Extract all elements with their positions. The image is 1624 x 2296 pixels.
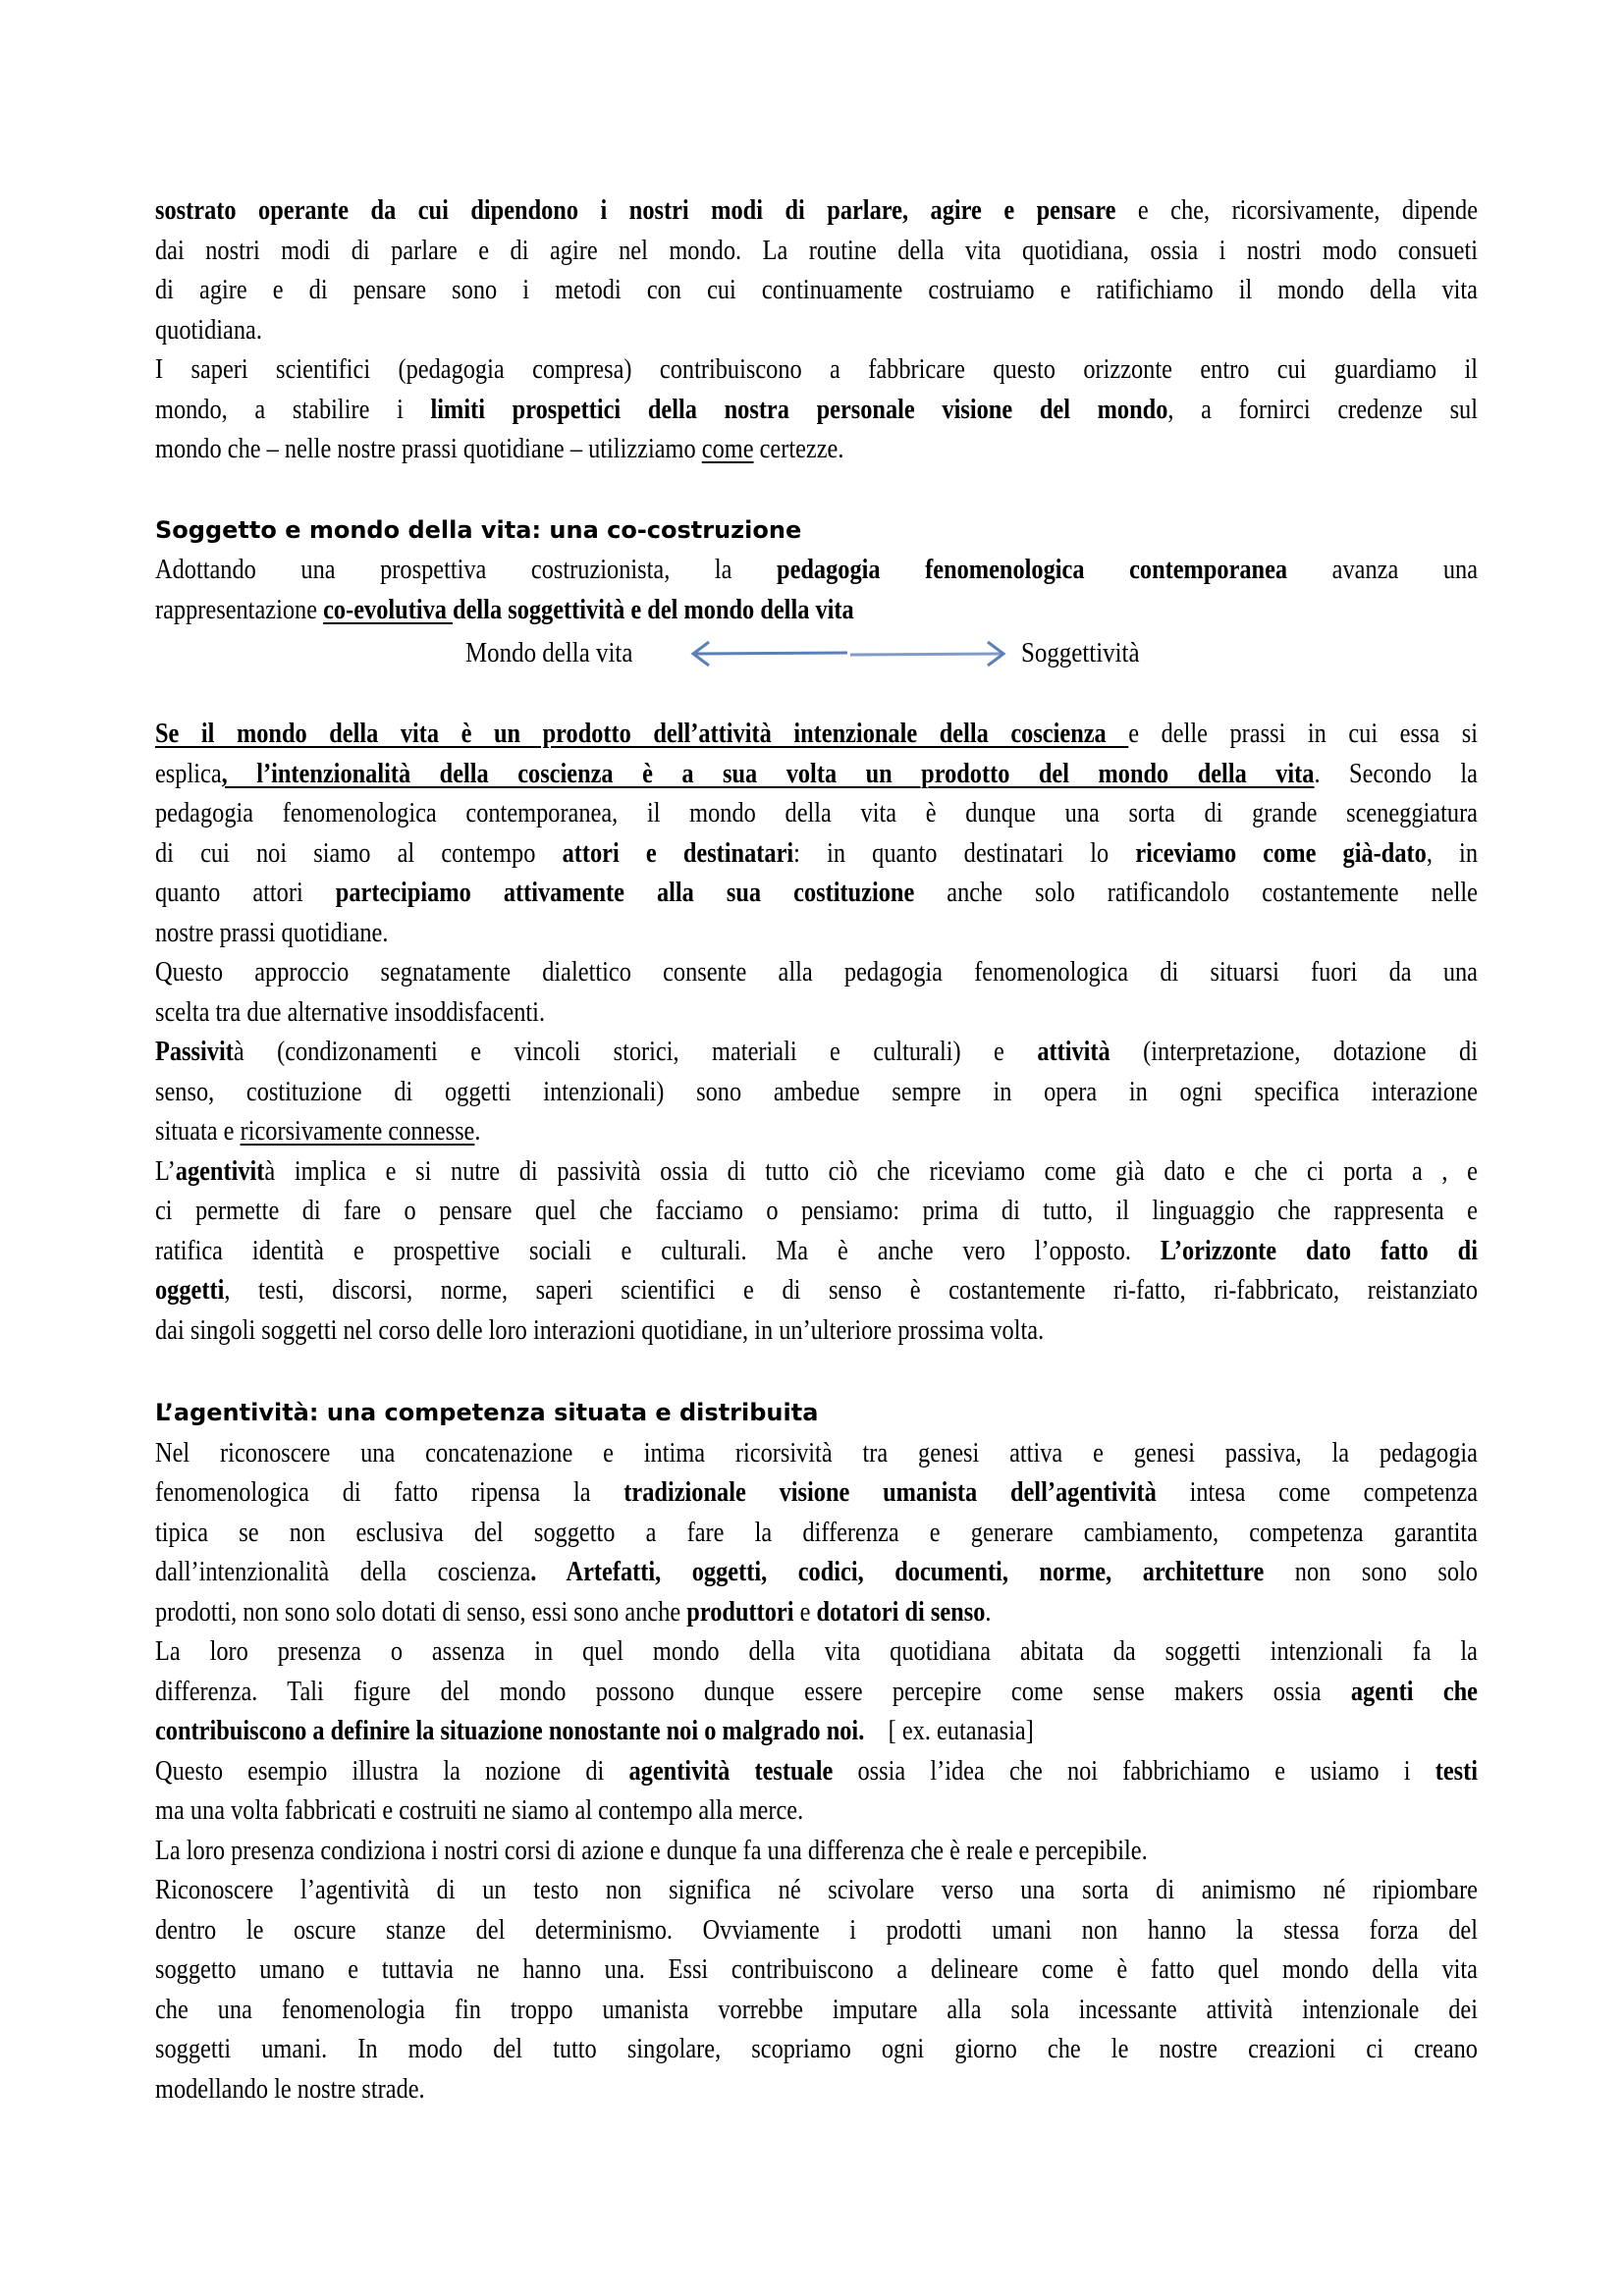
bold-underlined-text: , l’intenzionalità della coscienza è a sua volta un prodotto del mondo della vita [221,757,1315,789]
section-agentivita-body [155,1433,1478,2109]
text-line-content [155,1433,1478,1473]
text-run: . [985,1595,992,1628]
section-co-costruzione-body [155,714,1478,1350]
text-run: che una fenomenologia fin troppo umanista vorrebbe imputare alla sola incessante attività intenzionale dei [155,1993,1479,2025]
text-line [155,1949,1478,1990]
text-line-content [155,1949,1478,1990]
text-line-content [155,1151,1478,1192]
text-run: [ ex. eutanasia] [864,1715,1034,1746]
text-line [155,550,1478,590]
bold-text: della soggettività e del mondo della vita [453,593,854,625]
text-run: e delle prassi in cui essa si [1128,718,1479,749]
diagram-label-soggettivita: Soggettività [1021,637,1140,668]
text-line [155,1790,1478,1831]
text-line [155,1032,1478,1072]
text-line-content [155,913,388,953]
text-run: nostre prassi quotidiane. [155,916,389,948]
text-run: dentro le oscure stanze del determinismo. Ovviamente i prodotti umani non hanno la stessa forza del [155,1913,1479,1946]
text-run: mondo, a stabilire i [155,393,431,425]
document-page [155,190,1478,2109]
text-run: dai singoli soggetti nel corso delle loro interazioni quotidiane, in un’ulteriore prossima volta. [155,1313,1045,1346]
bold-text: agenti che [1350,1675,1478,1707]
text-run: ci permette di fare o pensare quel che facciamo o pensiamo: prima di tutto, il linguaggio che rappresenta e [155,1195,1479,1226]
text-run: La loro presenza o assenza in quel mondo della vita quotidiana abitata da soggetti intenzionali fa la [155,1635,1479,1667]
text-line [155,1111,1478,1151]
text-run: situata e [155,1115,241,1147]
text-line [155,1631,1478,1672]
text-line [155,1672,1478,1712]
text-line-content [155,1072,1478,1112]
underlined-text: ricorsivamente connesse [240,1115,475,1147]
text-line [155,913,1478,953]
text-run: , a fornirci credenze sul [1167,393,1479,425]
text-line-content [155,231,1478,271]
text-line-content [155,2069,425,2109]
paragraph [155,190,1478,349]
paragraph [155,952,1478,1032]
paragraph [155,1831,1478,1871]
text-run: Questo esempio illustra la nozione di [155,1754,629,1787]
text-line-content [155,190,1478,231]
text-run: di cui noi siamo al contempo [155,836,563,869]
text-line-content [155,833,1478,874]
text-line-content [155,390,1478,430]
paragraph [155,1870,1478,2109]
text-line [155,1513,1478,1553]
bold-text: attori e destinatari [562,836,794,869]
text-line [155,349,1478,390]
text-line-content [155,1472,1478,1513]
text-line [155,310,1478,350]
text-run: quanto attori [155,877,336,908]
text-run: fenomenologica di fatto ripensa la [155,1476,624,1508]
text-run: Questo approccio segnatamente dialettico consente alla pedagogia fenomenologica di situarsi fuori da una [155,956,1479,988]
text-line [155,952,1478,992]
text-run: ratifica identità e prospettive sociali e culturali. Ma è anche vero l’opposto. [155,1234,1161,1266]
text-run: intesa come competenza [1156,1476,1479,1508]
text-line-content [155,1592,991,1632]
text-run: . [474,1115,481,1147]
text-run: I saperi scientifici (pedagogia compresa) contribuiscono a fabbricare questo orizzonte entro cui guardiamo il [155,353,1478,385]
section-intro [155,190,1478,469]
text-run: ossia l’idea che noi fabbrichiamo e usiamo i [833,1754,1435,1787]
text-run: senso, costituzione di oggetti intenzionali) sono ambedue sempre in opera in ogni specifica interazione [155,1075,1478,1107]
text-run: non sono solo [1264,1556,1478,1587]
bold-text: oggetti [155,1274,225,1306]
text-line [155,270,1478,310]
text-line [155,590,1478,630]
text-line [155,429,1478,469]
text-line-content [155,754,1478,794]
text-run: La loro presenza condiziona i nostri corsi di azione e dunque fa una differenza che è reale e percepibile. [155,1834,1148,1866]
text-line-content [155,1111,480,1151]
text-line [155,833,1478,874]
text-line-content [155,310,262,350]
text-run: soggetti umani. In modo del tutto singolare, scopriamo ogni giorno che le nostre creazioni ci creano [155,2033,1478,2064]
text-run: rappresentazione [155,593,324,625]
text-line [155,1910,1478,1950]
text-line-content [155,1191,1478,1231]
bold-text: limiti prospettici della nostra personale visione del mondo [430,393,1168,425]
text-line-content [155,2029,1478,2069]
text-run: differenza. Tali figure del mondo possono dunque essere percepire come sense makers ossia [155,1675,1351,1707]
text-line [155,1552,1478,1592]
bold-text: Passivit [155,1036,234,1067]
bold-text: dotatori di senso [816,1595,986,1628]
text-line [155,1990,1478,2030]
bold-text: L’orizzonte dato fatto di [1160,1234,1478,1266]
text-run: modellando le nostre strade. [155,2072,425,2105]
text-run: e [793,1595,817,1628]
text-line-content [155,1711,1034,1751]
text-line [155,231,1478,271]
text-line-content [155,1672,1478,1712]
text-line [155,1191,1478,1231]
text-line [155,1270,1478,1310]
bold-text: agentivit [175,1154,265,1187]
text-line-content [155,952,1478,992]
text-run: , in [1426,836,1479,869]
text-line-content [155,1310,1044,1351]
text-line [155,1151,1478,1192]
text-line [155,1751,1478,1791]
text-run: quotidiana. [155,313,262,346]
text-line-content [155,1990,1478,2030]
bold-text: agentività testuale [628,1754,834,1787]
double-arrow-icon [685,637,1019,670]
text-line-content [155,873,1478,913]
diagram-label-mondo: Mondo della vita [465,637,633,668]
paragraph [155,1751,1478,1831]
text-line-content [155,992,545,1033]
paragraph [155,1631,1478,1751]
text-run: L’ [155,1154,176,1187]
text-line [155,1310,1478,1351]
paragraph [155,550,1478,629]
text-run: à implica e si nutre di passività ossia di tutto ciò che riceviamo come già dato e che ci porta a , e [264,1154,1479,1187]
text-line [155,1231,1478,1271]
paragraph [155,1032,1478,1151]
text-run: mondo che – nelle nostre prassi quotidiane – utilizziamo [155,433,702,464]
text-line-content [155,1751,1478,1791]
bold-text: tradizionale visione umanista dell’agentività [623,1476,1157,1508]
bold-text: pedagogia fenomenologica contemporanea [777,554,1288,585]
text-line-content [155,1513,1478,1553]
text-line-content [155,1910,1478,1950]
text-line [155,714,1478,754]
text-line-content [155,1032,1478,1072]
text-run: Nel riconoscere una concatenazione e intima ricorsività tra genesi attiva e genesi passiva, la pedagogia [155,1436,1478,1468]
text-line [155,2029,1478,2069]
text-line-content [155,1231,1478,1271]
bold-text: riceviamo come già-dato [1135,836,1427,869]
bold-text: attività [1037,1036,1110,1067]
text-line-content [155,1270,1478,1310]
text-run: e che, ricorsivamente, dipende [1115,194,1479,226]
text-run: avanza una [1287,554,1479,585]
text-run: , testi, discorsi, norme, saperi scientifici e di senso è costantemente ri-fatto, ri-fabbricato, reistanziato [224,1274,1479,1306]
text-run: tipica se non esclusiva del soggetto a fare la differenza e generare cambiamento, competenza garantita [155,1516,1478,1548]
text-line-content [155,1790,803,1831]
text-line [155,2069,1478,2109]
text-line [155,793,1478,833]
text-run: à (condizonamenti e vincoli storici, materiali e culturali) e [233,1036,1038,1067]
text-run: prodotti, non sono solo dotati di senso, essi sono anche [155,1595,687,1628]
text-line [155,1472,1478,1513]
text-run: certezze. [753,433,844,464]
bold-underlined-text: co-evolutiva [323,593,454,625]
co-evolution-diagram [155,633,1478,714]
text-line [155,1433,1478,1473]
text-run: dall’intenzionalità della coscienza [155,1556,531,1587]
text-line [155,1592,1478,1632]
text-run: di agire e di pensare sono i metodi con cui continuamente costruiamo e ratifichiamo il mondo della vita [155,274,1478,305]
text-line [155,1072,1478,1112]
bold-text: testi [1435,1754,1478,1787]
text-run: scelta tra due alternative insoddisfacenti. [155,995,546,1028]
text-run: ma una volta fabbricati e costruiti ne siamo al contempo alla merce. [155,1794,804,1826]
text-line [155,754,1478,794]
section-heading-agentivita: L’agentività: una competenza situata e distribuita [155,1399,819,1426]
text-line-content [155,1631,1478,1672]
text-line-content [155,1831,1148,1871]
bold-underlined-text: Se il mondo della vita è un prodotto dell’attività intenzionale della coscienza [155,718,1129,749]
text-line-content [155,349,1478,390]
bold-text: produttori [686,1595,794,1628]
paragraph [155,1151,1478,1351]
bold-text: sostrato operante da cui dipendono i nostri modi di parlare, agire e pensare [155,194,1116,226]
text-line-content [155,550,1478,590]
text-line-content [155,590,854,630]
text-run: Adottando una prospettiva costruzionista, la [155,554,778,585]
text-run: Riconoscere l’agentività di un testo non significa né scivolare verso una sorta di animismo né ripiombare [155,1874,1479,1905]
text-line-content [155,714,1478,754]
text-run: pedagogia fenomenologica contemporanea, il mondo della vita è dunque una sorta di grande sceneggiatura [155,797,1478,828]
text-line-content [155,1870,1478,1910]
section-heading-co-costruzione: Soggetto e mondo della vita: una co-costruzione [155,515,802,544]
section-co-costruzione-intro [155,550,1478,629]
bold-text: contribuiscono a definire la situazione nonostante noi o malgrado noi. [155,1715,865,1746]
text-line [155,1711,1478,1751]
text-line [155,1831,1478,1871]
text-line-content [155,270,1478,310]
text-run: dai nostri modi di parlare e di agire nel mondo. La routine della vita quotidiana, ossia i nostri modo consueti [155,234,1478,266]
text-line [155,190,1478,231]
text-run: : in quanto destinatari lo [793,836,1136,869]
text-run: anche solo ratificandolo costantemente nelle [914,877,1478,908]
text-line [155,992,1478,1033]
paragraph [155,714,1478,952]
text-line-content [155,429,843,469]
text-line-content [155,1552,1478,1592]
text-line [155,1870,1478,1910]
text-run: soggetto umano e tuttavia ne hanno una. Essi contribuiscono a delineare come è fatto quel mondo della vita [155,1953,1479,1985]
text-line-content [155,793,1478,833]
text-run: . Secondo la [1314,757,1479,789]
text-line [155,873,1478,913]
bold-text: . Artefatti, oggetti, codici, documenti, norme, architetture [530,1556,1265,1587]
underlined-text: come [701,433,754,464]
bold-text: partecipiamo attivamente alla sua costituzione [335,877,915,908]
text-line [155,390,1478,430]
text-run: esplica [155,757,222,789]
paragraph [155,349,1478,469]
paragraph [155,1433,1478,1632]
text-run: (interpretazione, dotazione di [1110,1036,1479,1067]
